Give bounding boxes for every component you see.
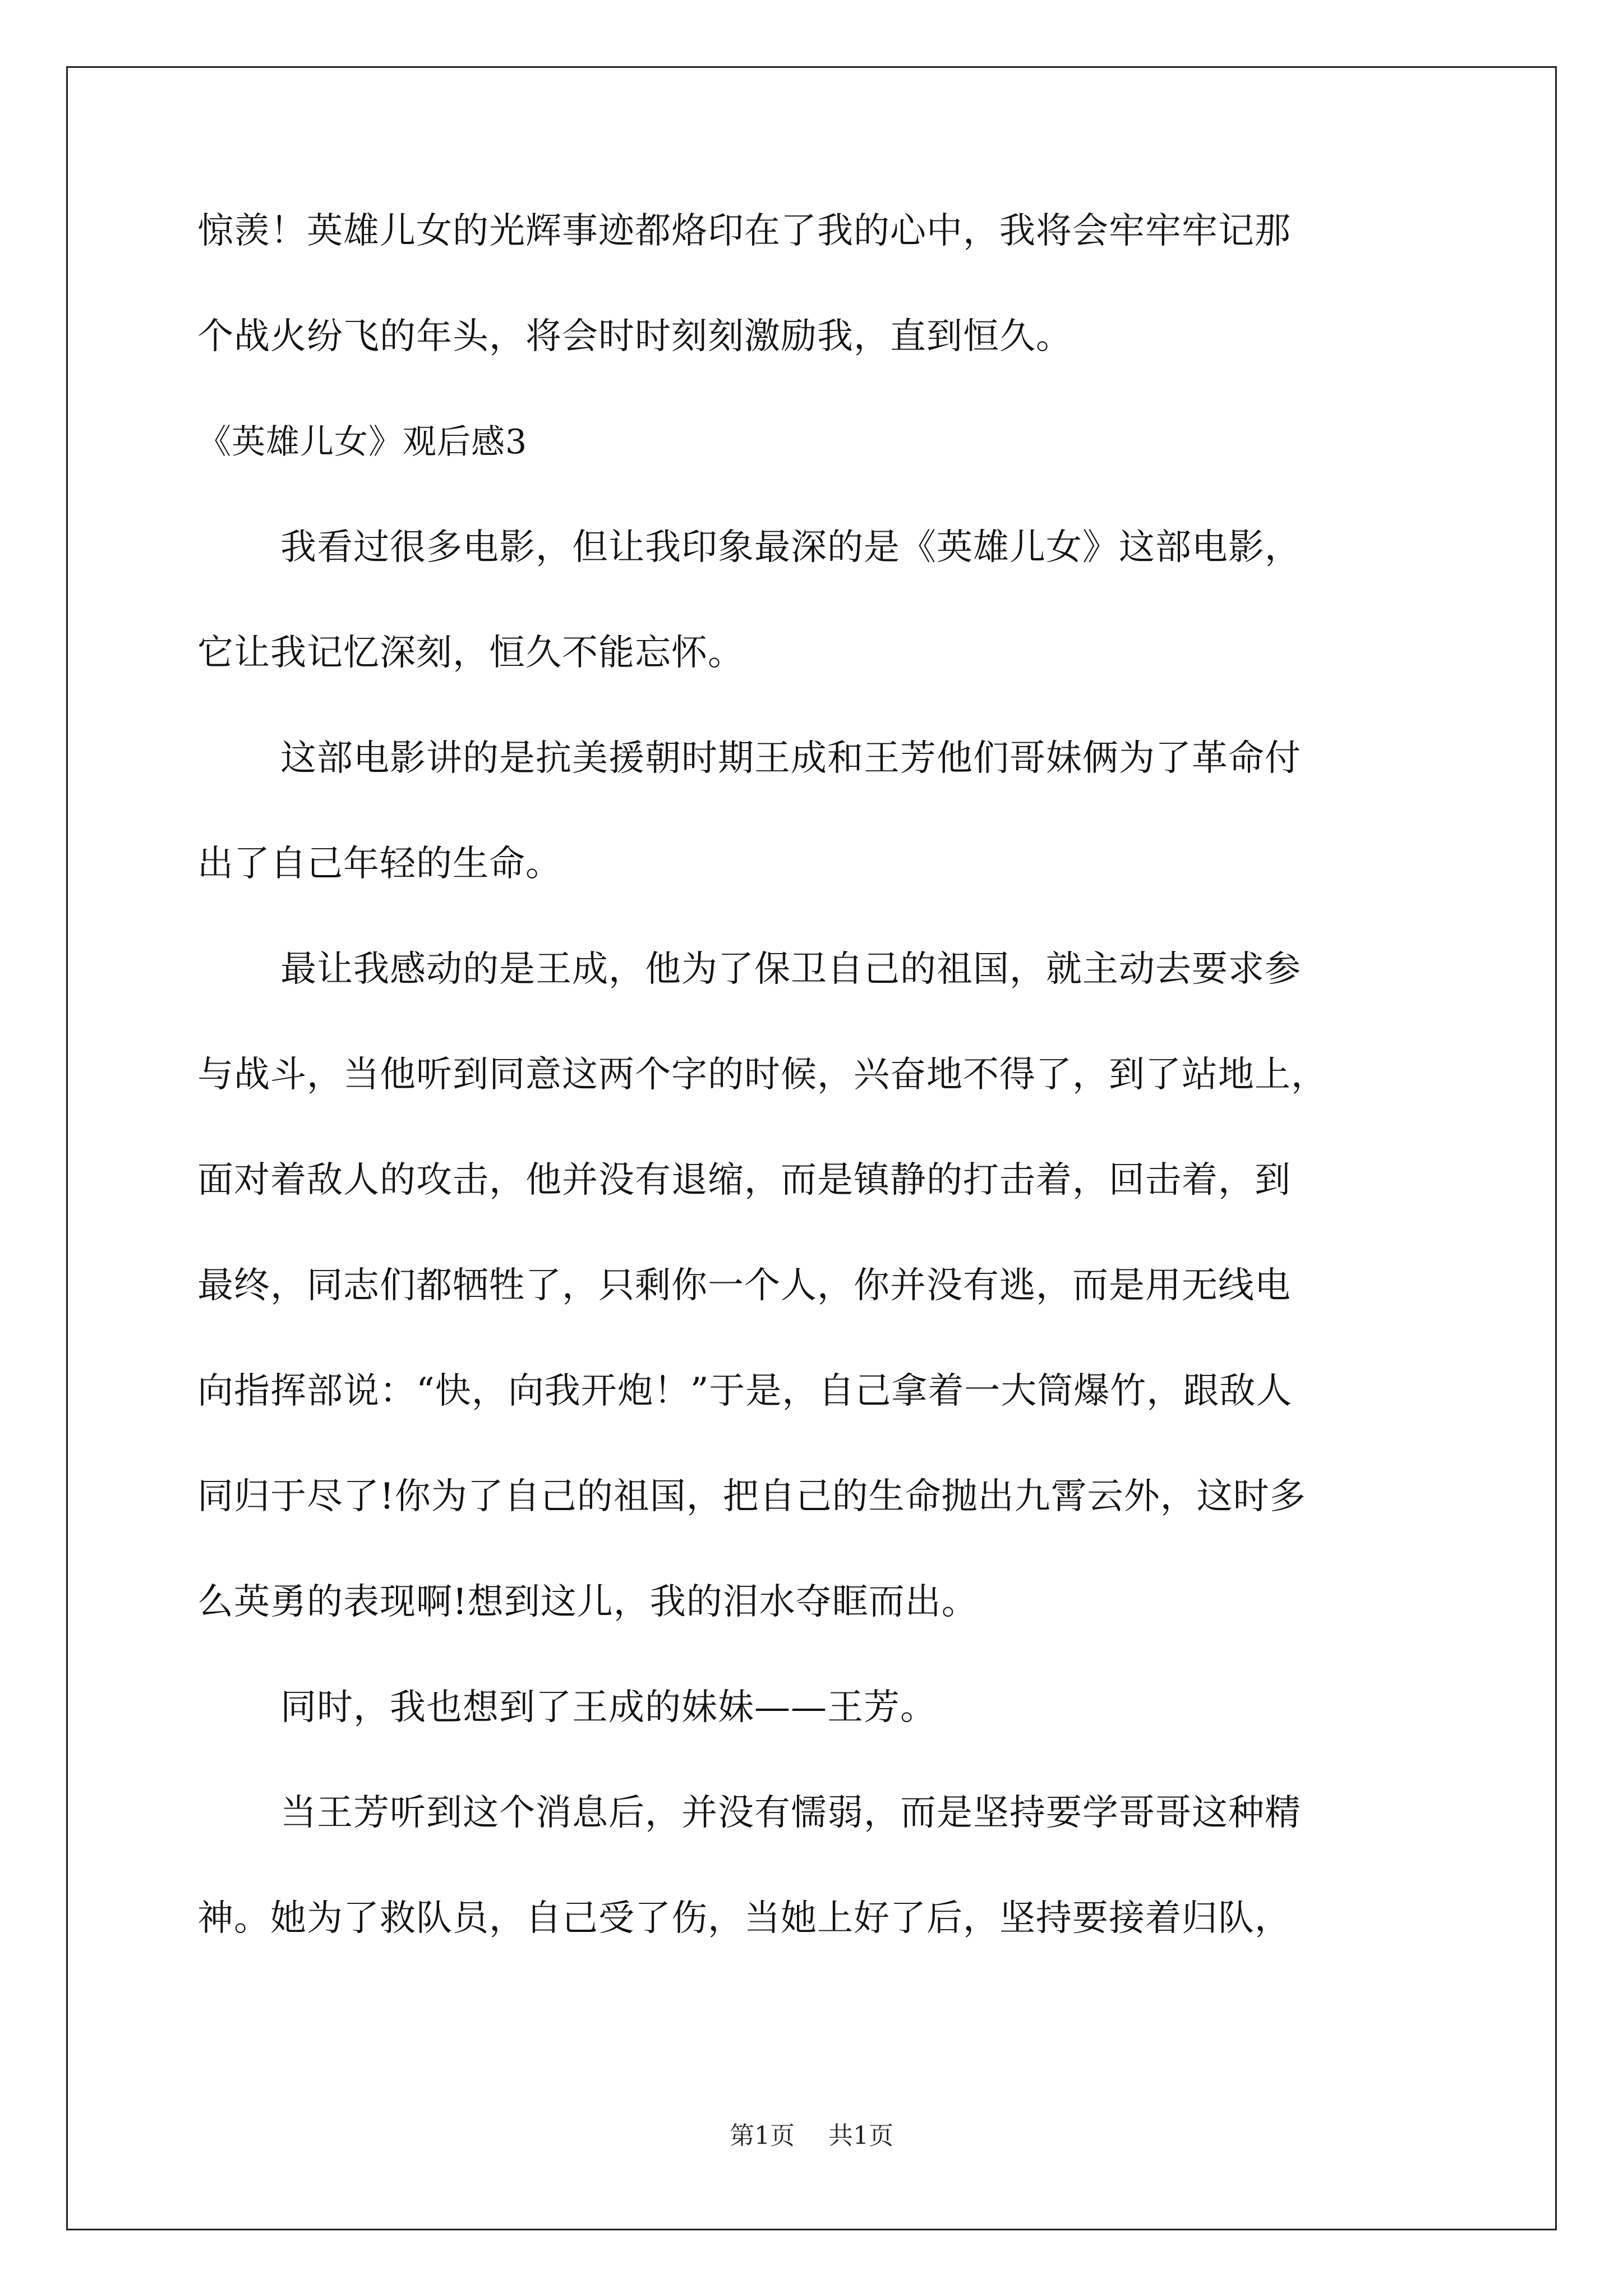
text-line: 向指挥部说：“快，向我开炮！”于是，自己拿着一大筒爆竹，跟敌人 <box>197 1370 1293 1412</box>
text-line: 惊羡！英雄儿女的光辉事迹都烙印在了我的心中，我将会牢牢牢记那 <box>197 210 1291 252</box>
page-total: 共1页 <box>828 2122 893 2150</box>
page-number: 第1页 <box>730 2122 795 2150</box>
text-line: 同时，我也想到了王成的妹妹——王芳。 <box>280 1687 937 1728</box>
text-line: 最让我感动的是王成，他为了保卫自己的祖国，就主动去要求参 <box>280 949 1301 990</box>
text-line: 面对着敌人的攻击，他并没有退缩，而是镇静的打击着，回击着，到 <box>197 1159 1291 1201</box>
text-line: 与战斗，当他听到同意这两个字的时候，兴奋地不得了，到了站地上， <box>197 1054 1327 1096</box>
section-heading: 《英雄儿女》观后感3 <box>197 422 528 462</box>
text-line: 神。她为了救队员，自己受了伤，当她上好了后，坚持要接着归队， <box>197 1898 1291 1939</box>
text-line: 个战火纷飞的年头，将会时时刻刻激励我，直到恒久。 <box>197 316 1072 357</box>
text-line: 出了自己年轻的生命。 <box>197 843 562 885</box>
text-line: 当王芳听到这个消息后，并没有懦弱，而是坚持要学哥哥这种精 <box>280 1792 1301 1834</box>
page-footer <box>0 2124 1623 2148</box>
text-line: 它让我记忆深刻，恒久不能忘怀。 <box>197 632 744 674</box>
text-line: 我看过很多电影，但让我印象最深的是《英雄儿女》这部电影， <box>280 527 1301 568</box>
document-body <box>197 210 1431 2006</box>
text-line: 同归于尽了!你为了自己的祖国，把自己的生命抛出九霄云外，这时多 <box>197 1476 1306 1517</box>
text-line: 么英勇的表现啊!想到这儿，我的泪水夺眶而出。 <box>197 1581 978 1623</box>
text-line: 这部电影讲的是抗美援朝时期王成和王芳他们哥妹俩为了革命付 <box>280 738 1301 779</box>
text-line: 最终，同志们都牺牲了，只剩你一个人，你并没有逃，而是用无线电 <box>197 1265 1291 1306</box>
